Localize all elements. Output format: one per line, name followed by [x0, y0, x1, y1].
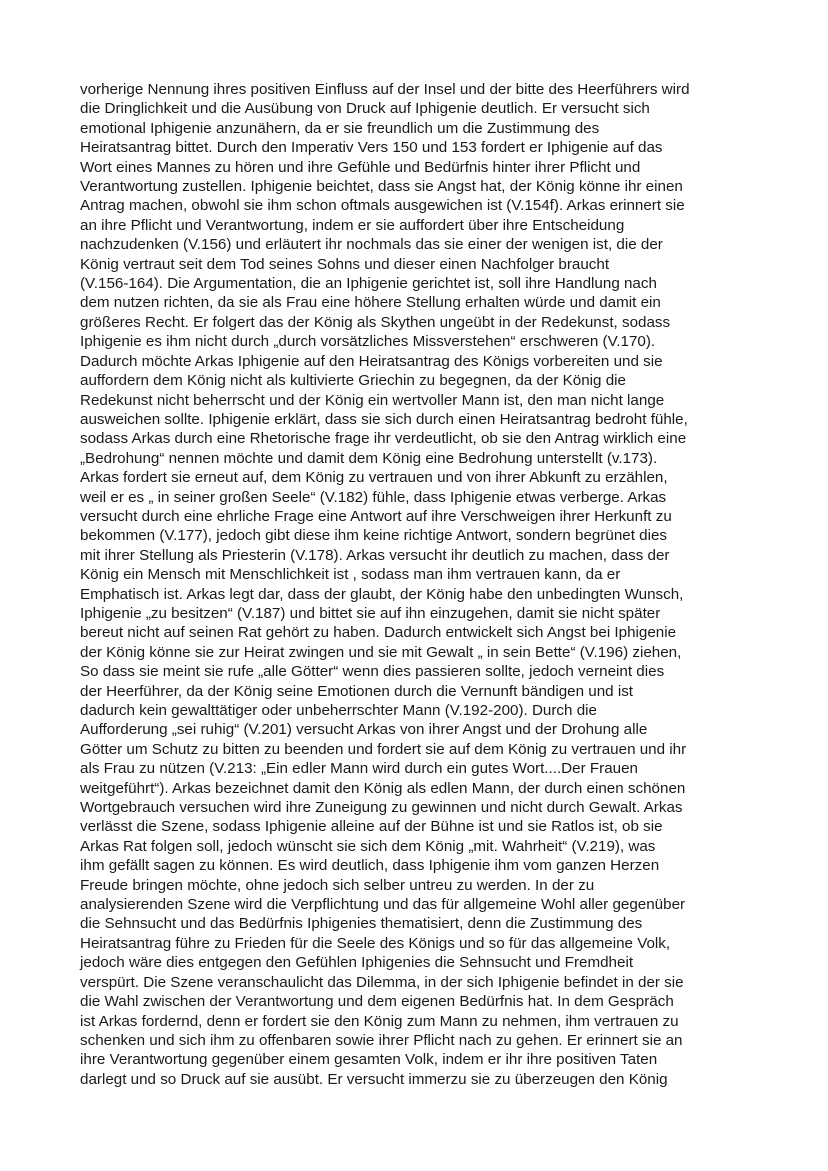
text-line: weitgeführt“). Arkas bezeichnet damit den König als edlen Mann, der durch einen schönen: [80, 779, 686, 797]
text-line: die Wahl zwischen der Verantwortung und dem eigenen Bedürfnis hat. In dem Gespräch: [80, 993, 674, 1011]
text-line: Antrag machen, obwohl sie ihm schon oftmals ausgewichen ist (V.154f). Arkas erinnert sie: [80, 197, 685, 215]
text-line: Wortgebrauch versuchen wird ihre Zuneigung zu gewinnen und nicht durch Gewalt. Arkas: [80, 799, 683, 817]
text-line: verlässt die Szene, sodass Iphigenie alleine auf der Bühne ist und sie Ratlos ist, ob sie: [80, 818, 663, 836]
text-line: darlegt und so Druck auf sie ausübt. Er versucht immerzu sie zu überzeugen den König: [80, 1070, 668, 1088]
text-line: verspürt. Die Szene veranschaulicht das Dilemma, in der sich Iphigenie befindet in der sie: [80, 973, 684, 991]
text-line: dadurch kein gewalttätiger oder unbeherrschter Mann (V.192-200). Durch die: [80, 702, 597, 719]
text-line: analysierenden Szene wird die Verpflichtung und das für allgemeine Wohl aller gegenüber: [80, 896, 686, 914]
text-line: ihm gefällt sagen zu können. Es wird deutlich, dass Iphigenie ihm vom ganzen Herzen: [80, 857, 660, 875]
text-line: ihre Verantwortung gegenüber einem gesamten Volk, indem er ihr ihre positiven Taten: [80, 1051, 658, 1069]
text-line: weil er es „ in seiner großen Seele“ (V.182) fühle, dass Iphigenie etwas verberge. Arkas: [80, 488, 667, 506]
text-line: Götter um Schutz zu bitten zu beenden und fordert sie auf dem König zu vertrauen und ihr: [80, 740, 687, 758]
text-line: emotional Iphigenie anzunähern, da er sie freundlich um die Zustimmung des: [80, 119, 600, 137]
text-line: der König könne sie zur Heirat zwingen und sie mit Gewalt „ in sein Bette“ (V.196) ziehen,: [80, 643, 682, 661]
text-line: bekommen (V.177), jedoch gibt diese ihm keine richtige Antwort, sondern begrünet dies: [80, 527, 668, 545]
text-line: Verantwortung zustellen. Iphigenie beichtet, dass sie Angst hat, der König könne ihr einen: [80, 178, 683, 196]
text-line: auffordern dem König nicht als kultivierte Griechin zu begegnen, da der König die: [80, 372, 626, 390]
text-line: die Sehnsucht und das Bedürfnis Iphigenies thematisiert, denn die Zustimmung des: [80, 915, 643, 933]
text-line: Redekunst nicht beherrscht und der König ein wertvoller Mann ist, den man nicht lange: [80, 391, 665, 409]
text-line: Wort eines Mannes zu hören und ihre Gefühle und Bedürfnis hinter ihrer Pflicht und: [80, 158, 641, 176]
text-line: die Dringlichkeit und die Ausübung von Druck auf Iphigenie deutlich. Er versucht sich: [80, 100, 650, 118]
text-line: So dass sie meint sie rufe „alle Götter“ wenn dies passieren sollte, jedoch verneint dies: [80, 663, 665, 681]
text-line: Arkas Rat folgen soll, jedoch wünscht sie sich dem König „mit. Wahrheit“ (V.219), was: [80, 837, 656, 855]
text-line: vorherige Nennung ihres positiven Einfluss auf der Insel und der bitte des Heerführers wird: [80, 81, 690, 98]
text-line: (V.156-164). Die Argumentation, die an Iphigenie gerichtet ist, soll ihre Handlung nach: [80, 275, 657, 293]
text-line: schenken und sich ihm zu offenbaren sowie ihrer Pflicht nach zu gehen. Er erinnert sie an: [80, 1031, 683, 1049]
text-line: größeres Recht. Er folgert das der König als Skythen ungeübt in der Redekunst, sodass: [80, 313, 671, 331]
text-line: König vertraut seit dem Tod seines Sohns und dieser einen Nachfolger braucht: [80, 255, 610, 273]
text-line: sodass Arkas durch eine Rhetorische frage ihr verdeutlicht, ob sie den Antrag wirklich eine: [80, 430, 687, 448]
text-line: Arkas fordert sie erneut auf, dem König zu vertrauen und von ihrer Abkunft zu erzählen,: [80, 469, 668, 487]
text-line: bereut nicht auf seinen Rat gehört zu haben. Dadurch entwickelt sich Angst bei Iphigenie: [80, 624, 677, 642]
text-line: Dadurch möchte Arkas Iphigenie auf den Heiratsantrag des Königs vorbereiten und sie: [80, 352, 663, 370]
text-line: versucht durch eine ehrliche Frage eine Antwort auf ihre Verschweigen ihrer Herkunft zu: [80, 507, 672, 525]
text-line: nachzudenken (V.156) und erläutert ihr nochmals das sie einer der wenigen ist, die der: [80, 236, 663, 254]
text-line: der Heerführer, da der König seine Emotionen durch die Vernunft bändigen und ist: [80, 682, 634, 700]
text-line: Freude bringen möchte, ohne jedoch sich selber untreu zu werden. In der zu: [80, 876, 595, 894]
text-line: Heiratsantrag führe zu Frieden für die Seele des Königs und so für das allgemeine Volk,: [80, 934, 671, 952]
text-line: an ihre Pflicht und Verantwortung, indem er sie auffordert über ihre Entscheidung: [80, 216, 625, 234]
text-line: Aufforderung „sei ruhig“ (V.201) versucht Arkas von ihrer Angst und der Drohung alle: [80, 721, 648, 739]
text-line: Iphigenie es ihm nicht durch „durch vorsätzliches Missverstehen“ erschweren (V.170).: [80, 333, 656, 351]
text-line: Emphatisch ist. Arkas legt dar, dass der glaubt, der König habe den unbedingten Wunsch,: [80, 585, 684, 603]
text-line: als Frau zu nützen (V.213: „Ein edler Mann wird durch ein gutes Wort....Der Frauen: [80, 760, 638, 778]
text-line: Heiratsantrag bittet. Durch den Imperativ Vers 150 und 153 fordert er Iphigenie auf das: [80, 139, 663, 157]
text-line: ausweichen sollte. Iphigenie erklärt, dass sie sich durch einen Heiratsantrag bedroht fühle,: [80, 410, 688, 428]
text-line: ist Arkas fordernd, denn er fordert sie den König zum Mann zu nehmen, ihm vertrauen zu: [80, 1012, 679, 1030]
text-line: mit ihrer Stellung als Priesterin (V.178). Arkas versucht ihr deutlich zu machen, dass der: [80, 546, 670, 564]
body-text: [80, 80, 760, 1089]
text-line: Iphigenie „zu besitzen“ (V.187) und bittet sie auf ihn einzugehen, damit sie nicht später: [80, 604, 661, 622]
text-line: jedoch wäre dies entgegen den Gefühlen Iphigenies die Sehnsucht und Fremdheit: [80, 954, 634, 972]
text-line: König ein Mensch mit Menschlichkeit ist , sodass man ihm vertrauen kann, da er: [80, 566, 621, 584]
text-line: dem nutzen richten, da sie als Frau eine höhere Stellung erhalten würde und damit ein: [80, 294, 661, 312]
text-line: „Bedrohung“ nennen möchte und damit dem König eine Bedrohung unterstellt (v.173).: [80, 449, 658, 467]
